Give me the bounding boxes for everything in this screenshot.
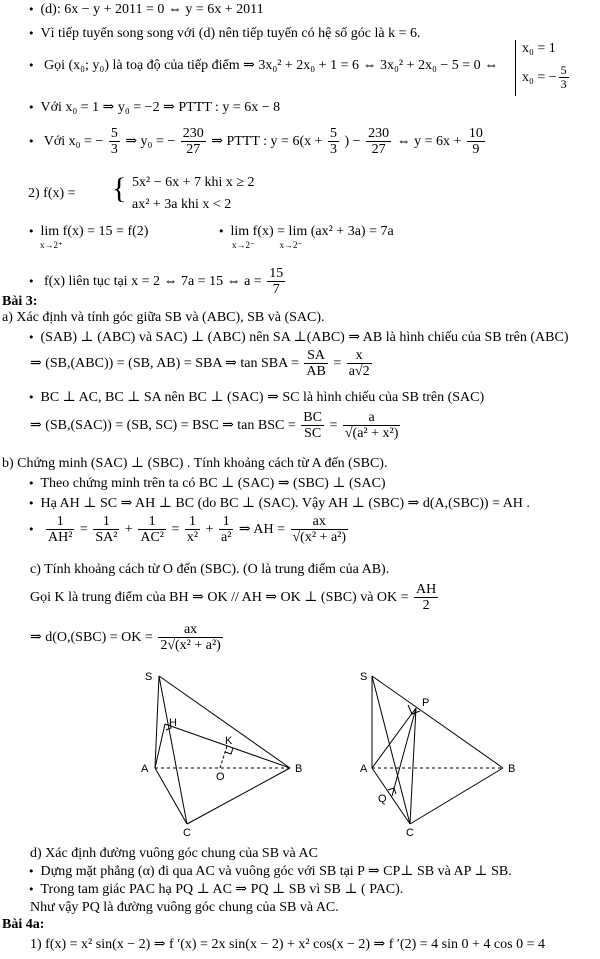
piecewise-label: 2) f(x) = <box>28 186 76 201</box>
line-sac-perp-sbc: • Theo chứng minh trên ta có BC ⊥ (SAC) ⇒ (SBC) ⊥ (SAC) <box>28 476 386 492</box>
line-pq-perp: • Trong tam giác PAC hạ PQ ⊥ AC ⇒ PQ ⊥ SB vì SB ⊥ ( PAC). <box>28 882 403 898</box>
label-b: B <box>295 763 303 775</box>
line-distance-o: ⇒ d(O,(SBC) = OK = $\frac{ax}{\text{2√(x² + a²)}}$ <box>30 622 221 654</box>
solution-1: x₀ = 1 <box>522 41 556 56</box>
right-angle-p <box>408 705 420 714</box>
edge-cb <box>410 768 503 824</box>
limit-right-sub: x→2⁺ <box>40 240 63 250</box>
piecewise-case-2: ax² + 3a khi x < 2 <box>132 197 232 212</box>
line-d-equation: • (d): 6x − y + 2011 = 0 ⇔ y = 6x + 2011 <box>28 2 264 18</box>
edge-cb <box>187 768 290 824</box>
line-sa-perp: • (SAB) ⊥ (ABC) và SAC) ⊥ (ABC) nên SA ⊥(ABC) ⇒ AB là hình chiếu của SB trên (ABC) <box>28 330 568 346</box>
part-b-title: b) Chứng minh (SAC) ⊥ (SBC) . Tính khoảng cách từ A đến (SBC). <box>2 456 388 471</box>
part-d-title: d) Xác định đường vuông góc chung của SB và AC <box>30 846 318 861</box>
limit-left-sub: x→2⁻ x→2⁻ <box>232 240 303 250</box>
line-tangent-slope: • Vì tiếp tuyến song song với (d) nên tiếp tuyến có hệ số góc là k = 6. <box>28 26 421 42</box>
line-tangent-point <box>28 58 498 74</box>
line-ah-distance: • Hạ AH ⊥ SC ⇒ AH ⊥ BC (do BC ⊥ (SAC). Vậy AH ⊥ (SBC) ⇒ d(A,(SBC)) = AH . <box>28 496 530 512</box>
label-c: C <box>406 827 414 838</box>
label-b: B <box>508 763 516 775</box>
limit-left: • lim f(x) = lim (ax² + 3a) = 7a <box>218 224 394 240</box>
line-ok: Gọi K là trung điểm của BH ⇒ OK // AH ⇒ OK ⊥ (SBC) và OK = $\frac{AH}{2}$ <box>30 582 437 614</box>
segment-ok <box>220 746 227 768</box>
line-common-perp: Như vậy PQ là đường vuông góc chung của SB và AC. <box>30 900 339 915</box>
label-k: K <box>225 735 233 747</box>
piecewise-case-1: 5x² − 6x + 7 khi x ≥ 2 <box>132 175 255 190</box>
segment-ap <box>372 708 416 768</box>
label-p: P <box>422 697 430 709</box>
line-plane-alpha: • Dựng mặt phẳng (α) đi qua AC và vuông góc với SB tại P ⇒ CP⊥ SB và AP ⊥ SB. <box>28 864 512 880</box>
line-case-x1: • Với x₀ = 1 ⇒ y₀ = −2 ⇒ PTTT : y = 6x − 8 <box>28 100 280 116</box>
label-a: A <box>141 763 149 775</box>
heading-bai-4a: Bài 4a: <box>2 917 45 932</box>
tangent-point-text: Gọi (x₀; y₀) là toạ độ của tiếp điểm ⇒ 3x₀² + 2x₀ + 1 = 6 ⇔ 3x₀² + 2x₀ − 5 = 0 ⇔ <box>44 58 499 73</box>
line-case-x2: • Với x₀ = − $\frac{5}{3}$ ⇒ y₀ = − $\frac{230}{27}$ ⇒ PTTT : y = 6(x + $\frac{5}{3}$ ) − $\frac{230}{27}$ ⇔ y = 6x + $\frac{10}{9}$ <box>28 126 487 158</box>
solution-system <box>515 40 571 96</box>
label-q: Q <box>378 793 387 805</box>
part-c-title: c) Tính khoảng cách từ O đến (SBC). (O là trung điểm của AB). <box>30 562 390 577</box>
heading-bai-3: Bài 3: <box>2 294 38 309</box>
pyramid-figure-2 <box>358 668 528 838</box>
line-continuity: • f(x) liên tục tại x = 2 ⇔ 7a = 15 ⇔ a = $\frac{15}{7}$ <box>28 266 287 298</box>
label-c: C <box>183 827 191 838</box>
label-h: H <box>169 717 177 729</box>
line-angle-sb-abc: ⇒ (SB,(ABC)) = (SB, AB) = SBA ⇒ tan SBA = $\frac{SA}{AB}$ = $\frac{x}{a√2}$ <box>30 348 370 380</box>
label-s: S <box>360 671 368 683</box>
line-ah-formula: • $\frac{1}{\text{AH²}}$ = $\frac{1}{\text{SA²}}$ + $\frac{1}{\text{AC²}}$ = $\frac{1}{\text{x²}}$ + $\frac{1}{\text{a²}}$ ⇒ AH = $\frac{ax}{\text{√(x² + a²)}}$ <box>28 514 350 546</box>
line-derivative: 1) f(x) = x² sin(x − 2) ⇒ f ′(x) = 2x sin(x − 2) + x² cos(x − 2) ⇒ f ′(2) = 4 sin 0 + 4 cos 0 = 4 <box>30 937 545 952</box>
line-angle-sb-sac: ⇒ (SB,(SAC)) = (SB, SC) = BSC ⇒ tan BSC = $\frac{BC}{SC}$ = $\frac{a}{\text{√(a² + x²)}}$ <box>30 410 399 442</box>
edge-sb <box>159 676 290 768</box>
label-a: A <box>360 763 368 775</box>
part-a-title: a) Xác định và tính góc giữa SB và (ABC), SB và (SAC). <box>2 310 325 325</box>
label-s: S <box>145 671 153 683</box>
limit-right: • lim f(x) = 15 = f(2) <box>28 224 148 240</box>
label-o: O <box>216 771 225 783</box>
piecewise-brace: { <box>112 172 127 205</box>
solution-2: x₀ = − $\frac{5}{3}$ <box>522 62 567 91</box>
pyramid-figure-1 <box>135 668 305 838</box>
edge-sc <box>159 676 187 824</box>
line-bc-perp: • BC ⊥ AC, BC ⊥ SA nên BC ⊥ (SAC) ⇒ SC là hình chiếu của SB trên (SAC) <box>28 390 484 406</box>
